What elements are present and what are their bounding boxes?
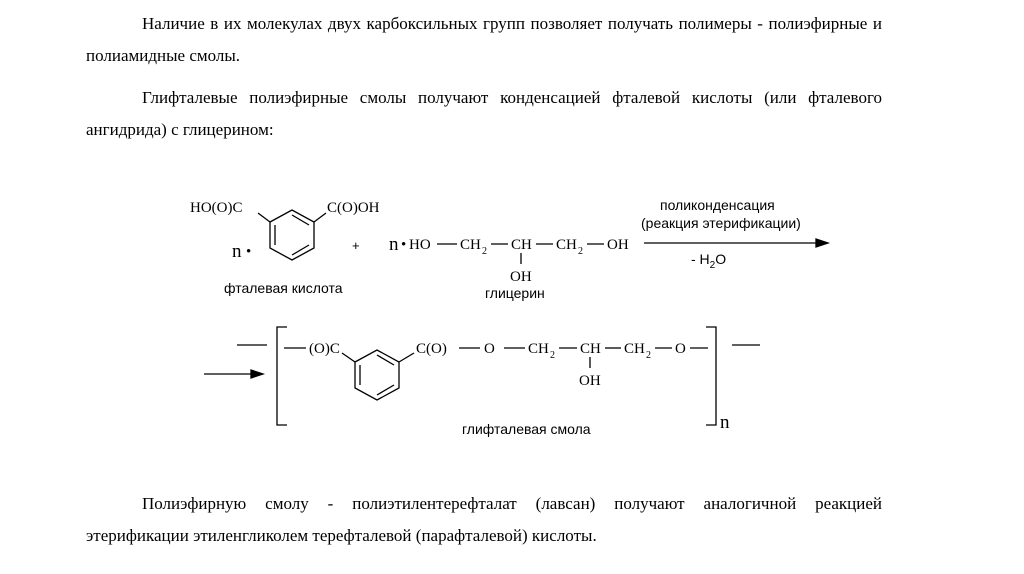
phthalic-left-group: HO(O)C [190,200,243,216]
benzene-ring-2 [355,350,399,400]
glycerol-ho: HO [409,237,431,253]
resin-ch2-b: CH [624,341,645,357]
resin-caption: глифталевая смола [462,421,591,437]
resin-oh: OH [579,373,601,389]
bond-left [258,213,270,222]
resin-sub2-a: 2 [550,350,555,361]
glycerol [389,234,629,301]
bond-right [314,213,326,222]
resin-o-1: O [484,341,495,357]
arrow-label-top-1: поликонденсация [660,197,775,213]
arrow-label-bottom: - $H_2O$ [691,251,727,271]
arrow-head [816,239,828,247]
phthalic-coef-n: n [232,241,242,262]
glycerol-sub2-b: 2 [578,246,583,257]
glyptal-resin [204,327,760,437]
glycerol-ch: CH [511,237,532,253]
phthalic-caption: фталевая кислота [224,280,343,296]
resin-o-2: O [675,341,686,357]
paragraph-3-text: Полиэфирную смолу - полиэтилентерефталат (лавсан) получают аналогичной реакцией этерификации этиленгликолем терефталевой (парафталевой) кислоты. [86,494,882,545]
phthalic-dot: • [246,244,252,260]
benzene-ring-1 [270,210,314,260]
ring-inner-2 [292,215,309,225]
glycerol-ch2-a: CH [460,237,481,253]
glycerol-coef-n: n [389,234,399,255]
bracket-right [706,327,716,425]
plus-sign: + [352,238,360,253]
ring-inner-3 [292,245,309,255]
glycerol-oh-end: OH [607,237,629,253]
resin-left-group: (O)C [309,341,340,357]
resin-right-group: C(O) [416,341,447,357]
resin-sub2-b: 2 [646,350,651,361]
continuation-arrow-head [251,370,263,378]
reaction-arrow [641,197,828,271]
paragraph-2-text: Глифталевые полиэфирные смолы получают конденсацией фталевой кислоты (или фталевого ангидрида) с глицерином: [86,88,882,139]
repeat-n: n [720,412,730,433]
bond-r-left-ring [342,353,355,362]
ring2-inner-3 [377,385,394,395]
resin-ch: CH [580,341,601,357]
paragraph-1-text: Наличие в их молекулах двух карбоксильных групп позволяет получать полимеры - полиэфирные и полиамидные смолы. [86,14,882,65]
bracket-left [277,327,287,425]
glycerol-ch2-b: CH [556,237,577,253]
glycerol-dot: • [401,237,407,253]
arrow-label-top-2: (реакция этерификации) [641,215,801,231]
resin-ch2-a: CH [528,341,549,357]
glycerol-oh-mid: OH [510,269,532,285]
phthalic-right-group: C(O)OH [327,200,380,216]
glycerol-sub2-a: 2 [482,246,487,257]
bond-r-right-ring [399,353,414,362]
glycerol-caption: глицерин [485,285,545,301]
ring2-inner-2 [377,355,394,365]
